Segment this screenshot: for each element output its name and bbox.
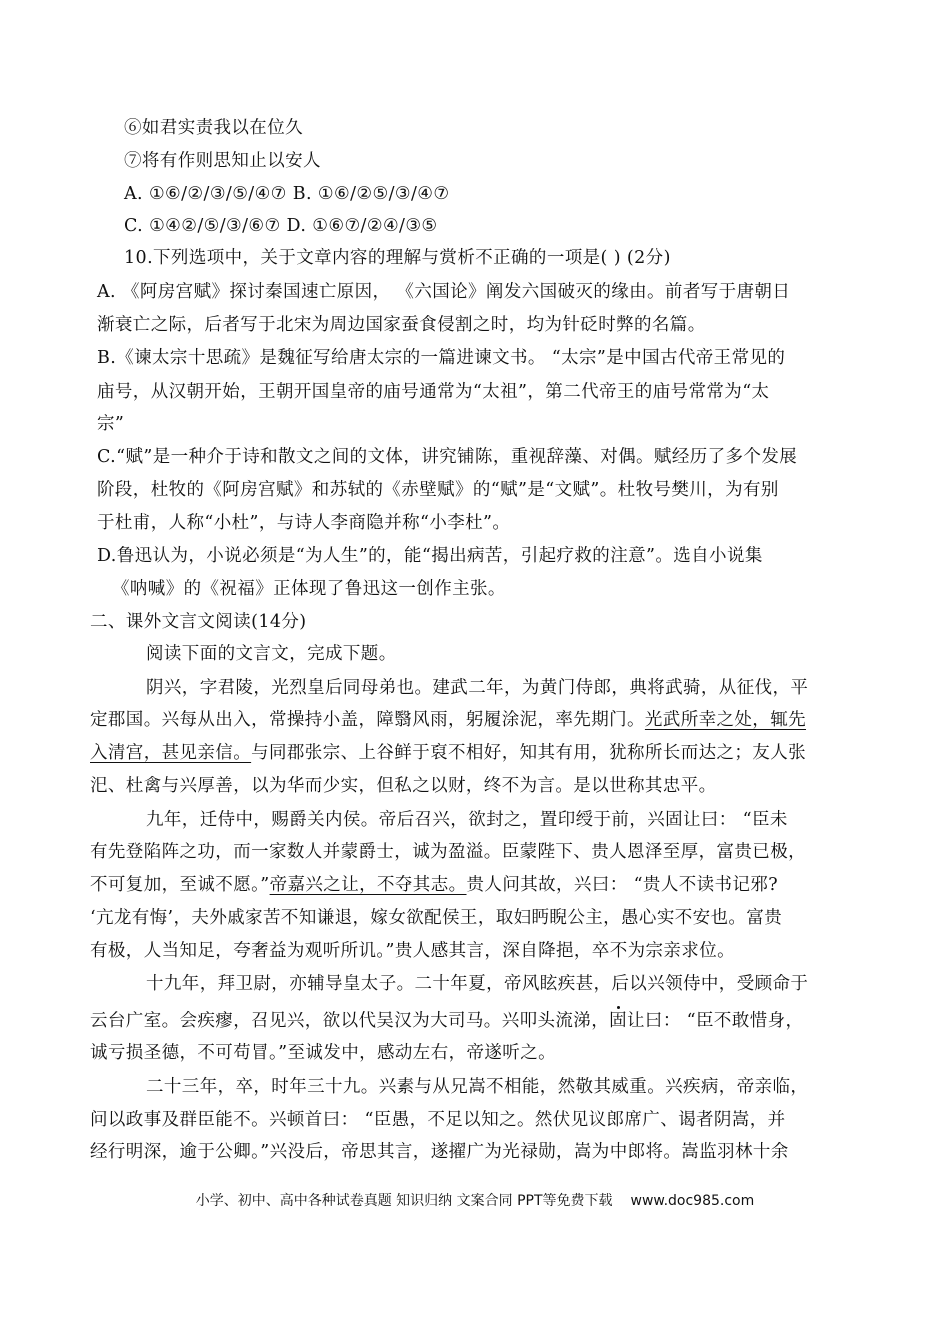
underlined-sentence: 入清宫，甚见亲信。 [90,743,252,763]
reading-instruction: 阅读下面的文言文，完成下题。 [146,644,397,664]
choice-a-line-1: A. 《阿房宫赋》探讨秦国速亡原因， 《六国论》阐发六国破灭的缘由。前者写于唐朝日 [97,282,791,302]
footer-text: 小学、初中、高中各种试卷真题 知识归纳 文案合同 PPT等免费下载 [195,1193,613,1209]
passage-p2-line-5: 有极，人当知足，夸奢益为观听所讥。”贵人感其言，深自降挹，卒不为宗亲求位。 [90,941,735,961]
passage-p3-line-3: 诚亏损圣德，不可苟冒。”至诚发中，感动左右，帝遂听之。 [90,1043,556,1063]
passage-p3-line-2: 云台广室。会疾瘳，召见兴，欲以代吴汉为大司马。兴叩头流涕，固让曰： “臣不敢惜身， [90,1011,804,1031]
choice-b-line-1: B.《谏太宗十思疏》是魏征写给唐太宗的一篇进谏文书。 “太宗”是中国古代帝王常见的 [97,348,786,368]
choice-a-line-2: 渐衰亡之际，后者写于北宋为周边国家蚕食侵割之时，均为针砭时弊的名篇。 [97,315,706,335]
passage-p2-line-1: 九年，迁侍中，赐爵关内侯。帝后召兴，欲封之，置印绶于前，兴固让曰： “臣未 [146,810,788,830]
passage-p1-line-2: 定郡国。兴每从出入，常操持小盖，障翳风雨，躬履涂泥，率先期门。光武所幸之处，辄先 [90,710,807,730]
passage-p4-line-1: 二十三年，卒，时年三十九。兴素与从兄嵩不相能，然敬其威重。兴疾病，帝亲临， [146,1077,809,1097]
passage-p1-line-3: 入清宫，甚见亲信。与同郡张宗、上谷鲜于裒不相好，知其有用，犹称所长而达之；友人张 [90,743,807,763]
answer-choices-ab: A. ①⑥/②/③/⑤/④⑦ B. ①⑥/②⑤/③/④⑦ [124,184,450,204]
choice-b-line-2: 庙号，从汉朝开始，王朝开国皇帝的庙号通常为“太祖”，第二代帝王的庙号常常为“太 [97,382,770,402]
passage-p2-line-2: 有先登陷阵之功，而一家数人并蒙爵士，诚为盈溢。臣蒙陛下、贵人恩泽至厚，富贵已极， [90,842,806,862]
choice-c-line-2: 阶段，杜牧的《阿房宫赋》和苏轼的《赤壁赋》的“赋”是“文赋”。杜牧号樊川，为有别 [97,480,779,500]
passage-p2-line-3: 不可复加，至诚不愿。”帝嘉兴之让，不夺其志。贵人问其故，兴曰： “贵人不读书记邪? [90,875,779,895]
choice-d-line-1: D.鲁迅认为，小说必须是“为人生”的，能“揭出病苦，引起疗救的注意”。选自小说集 [97,546,763,566]
option-line-6: ⑥如君实责我以在位久 [124,118,303,138]
passage-p3-line-1: 十九年，拜卫尉，亦辅导皇太子。二十年夏，帝风眩疾甚，后以兴领侍中，受顾命于 [146,974,809,994]
section-heading: 二、课外文言文阅读(14分) [90,612,307,632]
passage-p2-line-4: ‘亢龙有悔’，夫外戚家苦不知谦退，嫁女欲配侯王，取妇眄睨公主，愚心实不安也。富贵 [90,908,783,928]
choice-c-line-1: C.“赋”是一种介于诗和散文之间的文体，讲究铺陈，重视辞藻、对偶。赋经历了多个发展 [97,447,798,467]
passage-p4-line-3: 经行明深，逾于公卿。”兴没后，帝思其言，遂擢广为光禄勋，嵩为中郎将。嵩监羽林十余 [90,1142,789,1162]
underlined-sentence: 光武所幸之处，辄先 [644,710,807,730]
underlined-sentence: 帝嘉兴之让，不夺其志。 [269,875,467,895]
passage-p4-line-2: 问以政事及群臣能不。兴顿首曰： “臣愚，不足以知之。然伏见议郎席广、谒者阴嵩，并 [90,1110,786,1130]
choice-c-line-3: 于杜甫，人称“小杜”，与诗人李商隐并称“小李杜”。 [97,513,511,533]
question-10-stem: 10.下列选项中，关于文章内容的理解与赏析不正确的一项是( ) (2分) [124,248,671,268]
choice-b-line-3: 宗” [97,414,125,434]
passage-p1-line-4: 汜、杜禽与兴厚善，以为华而少实，但私之以财，终不为言。是以世称其忠平。 [90,776,717,796]
emphasis-dot-char: 固 [609,1011,628,1031]
choice-d-line-2: 《呐喊》的《祝福》正体现了鲁迅这一创作主张。 [112,579,506,599]
footer-banner [0,1190,950,1210]
footer-website-link[interactable]: www.doc985.com [630,1193,755,1209]
passage-p1-line-1: 阴兴，字君陵，光烈皇后同母弟也。建武二年，为黄门侍郎，典将武骑，从征伐，平 [146,678,809,698]
option-line-7: ⑦将有作则思知止以安人 [124,151,321,171]
answer-choices-cd: C. ①④②/⑤/③/⑥⑦ D. ①⑥⑦/②④/③⑤ [124,216,438,236]
